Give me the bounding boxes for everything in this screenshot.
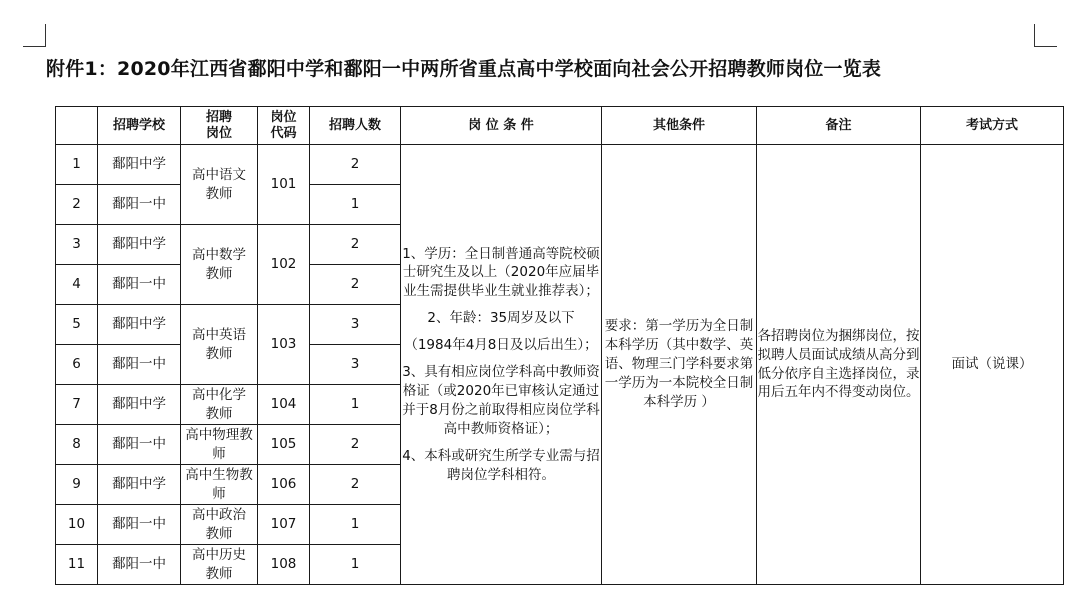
header-count: 招聘人数	[310, 107, 401, 145]
row-index: 6	[56, 345, 98, 385]
header-other-conditions: 其他条件	[602, 107, 757, 145]
school-cell: 鄱阳中学	[98, 385, 181, 425]
position-cell: 高中生物教 师	[181, 465, 258, 505]
code-cell: 106	[258, 465, 310, 505]
document-title: 附件1：2020年江西省鄱阳中学和鄱阳一中两所省重点高中学校面向社会公开招聘教师岗位一览表	[46, 58, 882, 80]
code-cell: 101	[258, 145, 310, 225]
school-cell: 鄱阳一中	[98, 345, 181, 385]
position-cell: 高中物理教 师	[181, 425, 258, 465]
table-header-row	[56, 107, 1064, 145]
position-cell: 高中化学 教师	[181, 385, 258, 425]
school-cell: 鄱阳中学	[98, 305, 181, 345]
row-index: 2	[56, 185, 98, 225]
row-index: 7	[56, 385, 98, 425]
code-cell: 103	[258, 305, 310, 385]
header-note: 备注	[757, 107, 921, 145]
school-cell: 鄱阳中学	[98, 145, 181, 185]
count-cell: 2	[310, 225, 401, 265]
count-cell: 1	[310, 385, 401, 425]
count-cell: 3	[310, 305, 401, 345]
condition-age-detail: （1984年4月8日及以后出生）；	[404, 337, 598, 354]
code-cell: 107	[258, 505, 310, 545]
count-cell: 3	[310, 345, 401, 385]
crop-mark-left	[23, 24, 46, 47]
code-cell: 104	[258, 385, 310, 425]
count-cell: 1	[310, 505, 401, 545]
header-exam-method: 考试方式	[921, 107, 1064, 145]
row-index: 10	[56, 505, 98, 545]
code-cell: 105	[258, 425, 310, 465]
row-index: 5	[56, 305, 98, 345]
count-cell: 2	[310, 265, 401, 305]
table-row	[56, 145, 1064, 185]
row-index: 3	[56, 225, 98, 265]
row-index: 9	[56, 465, 98, 505]
exam-method-cell: 面试（说课）	[921, 145, 1064, 585]
row-index: 4	[56, 265, 98, 305]
crop-mark-right	[1034, 24, 1057, 47]
row-index: 1	[56, 145, 98, 185]
code-cell: 108	[258, 545, 310, 585]
condition-age: 2、年龄：35周岁及以下	[427, 310, 575, 327]
count-cell: 2	[310, 425, 401, 465]
condition-major: 4、本科或研究生所学专业需与招聘岗位学科相符。	[402, 447, 600, 483]
row-index: 8	[56, 425, 98, 465]
position-cell: 高中历史 教师	[181, 545, 258, 585]
count-cell: 1	[310, 545, 401, 585]
condition-certificate: 3、具有相应岗位学科高中教师资格证（或2020年已审核认定通过并于8月份之前取得相应岗位学科高中教师资格证）；	[402, 364, 600, 437]
position-cell: 高中政治 教师	[181, 505, 258, 545]
header-index	[56, 107, 98, 145]
school-cell: 鄱阳一中	[98, 505, 181, 545]
code-cell: 102	[258, 225, 310, 305]
recruitment-table	[55, 106, 1064, 585]
school-cell: 鄱阳中学	[98, 465, 181, 505]
note-cell: 各招聘岗位为捆绑岗位，按拟聘人员面试成绩从高分到低分依序自主选择岗位，录用后五年内不得变动岗位。	[757, 145, 921, 585]
header-school: 招聘学校	[98, 107, 181, 145]
header-conditions: 岗 位 条 件	[401, 107, 602, 145]
school-cell: 鄱阳一中	[98, 425, 181, 465]
condition-education: 1、学历：全日制普通高等院校硕士研究生及以上（2020年应届毕业生需提供毕业生就业推荐表）；	[402, 245, 600, 300]
row-index: 11	[56, 545, 98, 585]
header-position: 招聘 岗位	[181, 107, 258, 145]
school-cell: 鄱阳一中	[98, 185, 181, 225]
count-cell: 1	[310, 185, 401, 225]
header-code: 岗位 代码	[258, 107, 310, 145]
position-cell: 高中数学 教师	[181, 225, 258, 305]
count-cell: 2	[310, 145, 401, 185]
school-cell: 鄱阳一中	[98, 545, 181, 585]
conditions-cell	[401, 145, 602, 585]
school-cell: 鄱阳中学	[98, 225, 181, 265]
count-cell: 2	[310, 465, 401, 505]
other-conditions-cell: 要求：第一学历为全日制本科学历（其中数学、英语、物理三门学科要求第一学历为一本院校全日制本科学历 ）	[602, 145, 757, 585]
school-cell: 鄱阳一中	[98, 265, 181, 305]
position-cell: 高中语文 教师	[181, 145, 258, 225]
position-cell: 高中英语 教师	[181, 305, 258, 385]
